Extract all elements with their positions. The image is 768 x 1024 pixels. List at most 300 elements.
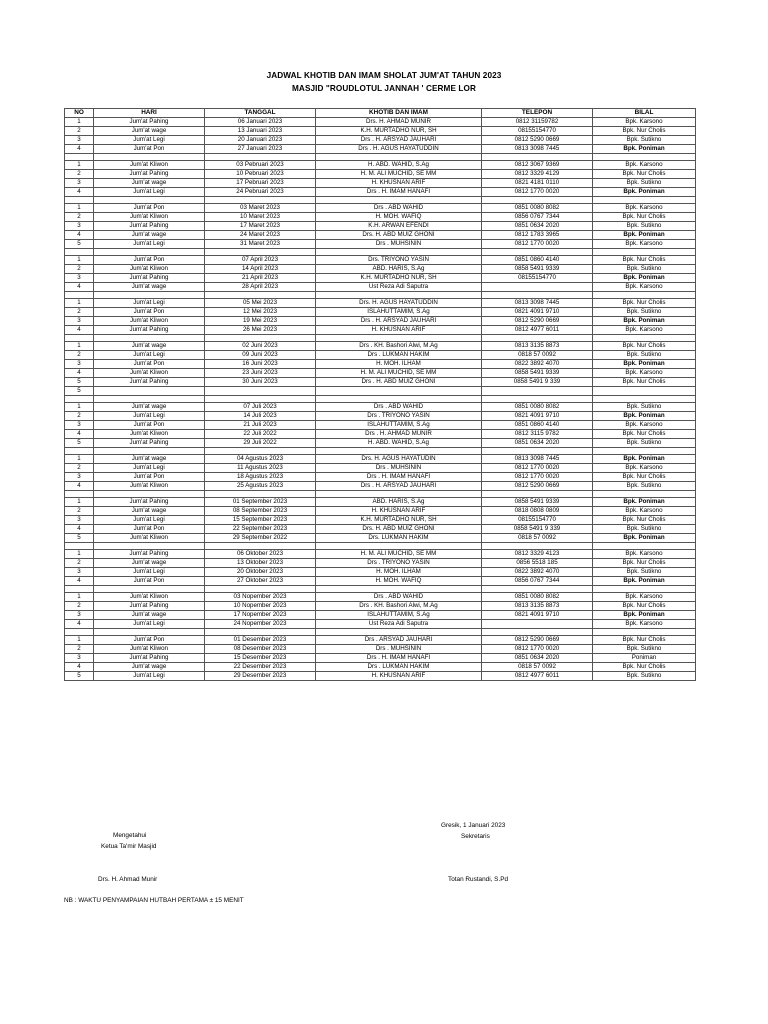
cell-no: 4 [65, 482, 94, 491]
separator-cell [482, 335, 593, 342]
cell-khotib: H. MOH. ILHAM [316, 360, 482, 369]
cell-bilal: Bpk. Poniman [593, 145, 696, 154]
table-row [65, 204, 696, 213]
cell-no: 3 [65, 360, 94, 369]
cell-telepon: 0812 1770 0020 [482, 473, 593, 482]
cell-tanggal: 23 Juni 2023 [205, 369, 316, 378]
cell-khotib: Drs . H. IMAM HANAFI [316, 473, 482, 482]
separator-cell [316, 292, 482, 299]
cell-khotib: ISLAHUTTAMIM, S.Ag [316, 611, 482, 620]
table-row [65, 256, 696, 265]
cell-khotib: H. MOH. WAFIQ [316, 213, 482, 222]
separator-cell [482, 491, 593, 498]
table-row [65, 602, 696, 611]
cell-bilal: Bpk. Sutikno [593, 568, 696, 577]
separator-cell [316, 197, 482, 204]
cell-bilal: Bpk. Poniman [593, 274, 696, 283]
table-row [65, 283, 696, 292]
cell-no: 2 [65, 351, 94, 360]
cell-khotib: K.H. MURTADHO NUR, SH [316, 127, 482, 136]
cell-khotib [316, 387, 482, 396]
cell-hari: Jum'at wage [94, 611, 205, 620]
table-row [65, 299, 696, 308]
table-row [65, 525, 696, 534]
separator-cell [65, 154, 94, 161]
separator-cell [205, 292, 316, 299]
cell-tanggal: 13 Januari 2023 [205, 127, 316, 136]
separator-cell [316, 586, 482, 593]
cell-hari: Jum'at Pon [94, 421, 205, 430]
cell-hari: Jum'at Pahing [94, 222, 205, 231]
cell-no: 1 [65, 636, 94, 645]
cell-no: 3 [65, 654, 94, 663]
cell-khotib: H. M. ALI MUCHID, SE MM [316, 170, 482, 179]
separator-cell [593, 586, 696, 593]
cell-hari: Jum'at Kliwon [94, 593, 205, 602]
cell-tanggal: 29 Desember 2023 [205, 672, 316, 681]
column-header-hari: HARI [94, 109, 205, 118]
cell-bilal: Bpk. Nur Cholis [593, 378, 696, 387]
separator-cell [482, 629, 593, 636]
cell-telepon: 0818 0808 0809 [482, 507, 593, 516]
table-row [65, 412, 696, 421]
separator-cell [593, 335, 696, 342]
cell-telepon: 0813 3135 8873 [482, 342, 593, 351]
separator-cell [482, 292, 593, 299]
table-row [65, 654, 696, 663]
cell-no: 4 [65, 188, 94, 197]
table-row [65, 326, 696, 335]
cell-tanggal: 09 Juni 2023 [205, 351, 316, 360]
table-row [65, 308, 696, 317]
table-row [65, 317, 696, 326]
cell-telepon [482, 620, 593, 629]
separator-cell [316, 154, 482, 161]
cell-no: 3 [65, 317, 94, 326]
cell-bilal: Bpk. Sutikno [593, 645, 696, 654]
cell-tanggal: 10 Nopember 2023 [205, 602, 316, 611]
cell-bilal: Bpk. Karsono [593, 283, 696, 292]
separator-cell [65, 586, 94, 593]
cell-khotib: Drs . ABD WAHID [316, 204, 482, 213]
cell-hari [94, 387, 205, 396]
table-row [65, 188, 696, 197]
cell-bilal: Bpk. Poniman [593, 577, 696, 586]
cell-tanggal: 24 Pebruari 2023 [205, 188, 316, 197]
cell-khotib: Drs . H. ARSYAD JAUHARI [316, 482, 482, 491]
cell-no: 2 [65, 507, 94, 516]
cell-bilal: Bpk. Nur Cholis [593, 559, 696, 568]
cell-no: 4 [65, 326, 94, 335]
cell-tanggal: 16 Juni 2023 [205, 360, 316, 369]
cell-hari: Jum'at Pon [94, 473, 205, 482]
group-separator [65, 154, 696, 161]
cell-telepon: 0812 5290 0669 [482, 482, 593, 491]
group-separator [65, 491, 696, 498]
cell-tanggal: 08 September 2023 [205, 507, 316, 516]
cell-hari: Jum'at Pahing [94, 439, 205, 448]
cell-telepon: 0812 1783 3965 [482, 231, 593, 240]
cell-hari: Jum'at Kliwon [94, 369, 205, 378]
table-row [65, 507, 696, 516]
column-header-telepon: TELEPON [482, 109, 593, 118]
cell-tanggal: 28 April 2023 [205, 283, 316, 292]
separator-cell [593, 448, 696, 455]
cell-khotib: H. ABD. WAHID, S.Ag [316, 439, 482, 448]
cell-no: 3 [65, 421, 94, 430]
cell-tanggal: 03 Maret 2023 [205, 204, 316, 213]
separator-cell [316, 543, 482, 550]
cell-hari: Jum'at Pahing [94, 326, 205, 335]
separator-cell [482, 543, 593, 550]
cell-hari: Jum'at Legi [94, 516, 205, 525]
cell-no: 3 [65, 516, 94, 525]
cell-khotib: Drs . LUKMAN HAKIM [316, 663, 482, 672]
cell-telepon: 0851 0860 4140 [482, 421, 593, 430]
cell-khotib: Drs. H. AGUS HAYATUDIN [316, 455, 482, 464]
cell-khotib: H. MOH. WAFIQ [316, 577, 482, 586]
separator-cell [205, 249, 316, 256]
cell-telepon: 0821 4091 9710 [482, 308, 593, 317]
table-row [65, 577, 696, 586]
cell-hari: Jum'at Pahing [94, 654, 205, 663]
cell-telepon: 0812 5290 0669 [482, 317, 593, 326]
cell-no: 2 [65, 412, 94, 421]
cell-hari: Jum'at Kliwon [94, 213, 205, 222]
table-row [65, 516, 696, 525]
cell-no: 2 [65, 127, 94, 136]
cell-hari: Jum'at wage [94, 127, 205, 136]
cell-no: 3 [65, 136, 94, 145]
cell-no: 4 [65, 231, 94, 240]
cell-hari: Jum'at wage [94, 403, 205, 412]
table-row [65, 550, 696, 559]
cell-khotib: Drs . TRIYONO YASIN [316, 412, 482, 421]
cell-no: 1 [65, 403, 94, 412]
group-separator [65, 448, 696, 455]
table-row [65, 240, 696, 249]
cell-hari: Jum'at Pon [94, 308, 205, 317]
cell-no: 1 [65, 204, 94, 213]
separator-cell [94, 448, 205, 455]
cell-no: 5 [65, 672, 94, 681]
cell-tanggal: 19 Mei 2023 [205, 317, 316, 326]
cell-no: 3 [65, 473, 94, 482]
cell-telepon: 0812 1770 0020 [482, 240, 593, 249]
table-row [65, 568, 696, 577]
cell-bilal: Bpk. Sutikno [593, 179, 696, 188]
cell-telepon: 0818 57 0092 [482, 351, 593, 360]
cell-khotib: Drs . ABD WAHID [316, 403, 482, 412]
cell-tanggal: 26 Mei 2023 [205, 326, 316, 335]
cell-tanggal [205, 387, 316, 396]
separator-cell [316, 491, 482, 498]
cell-telepon: 0858 5491 9339 [482, 265, 593, 274]
cell-bilal: Bpk. Sutikno [593, 222, 696, 231]
cell-telepon: 0821 4091 9710 [482, 611, 593, 620]
cell-tanggal: 25 Agustus 2023 [205, 482, 316, 491]
table-row [65, 498, 696, 507]
cell-telepon: 0821 4091 9710 [482, 412, 593, 421]
cell-hari: Jum'at Pahing [94, 550, 205, 559]
cell-telepon: 0851 0860 4140 [482, 256, 593, 265]
separator-cell [94, 335, 205, 342]
separator-cell [205, 629, 316, 636]
cell-tanggal: 01 Desember 2023 [205, 636, 316, 645]
cell-bilal: Bpk. Poniman [593, 317, 696, 326]
cell-telepon: 0812 3067 9369 [482, 161, 593, 170]
table-row [65, 403, 696, 412]
cell-no: 4 [65, 663, 94, 672]
cell-no: 4 [65, 525, 94, 534]
separator-cell [593, 543, 696, 550]
table-row [65, 430, 696, 439]
separator-cell [482, 197, 593, 204]
cell-telepon: 0812 3329 4123 [482, 550, 593, 559]
cell-tanggal: 06 Januari 2023 [205, 118, 316, 127]
cell-tanggal: 27 Januari 2023 [205, 145, 316, 154]
cell-no: 3 [65, 611, 94, 620]
cell-tanggal: 20 Oktober 2023 [205, 568, 316, 577]
separator-cell [316, 448, 482, 455]
cell-telepon: 0856 0767 7344 [482, 213, 593, 222]
cell-khotib: Drs . MUHSININ [316, 645, 482, 654]
cell-telepon: 0813 3098 7445 [482, 455, 593, 464]
separator-cell [482, 448, 593, 455]
acknowledge-label: Mengetahui [113, 832, 147, 839]
table-row [65, 369, 696, 378]
cell-khotib: ABD. HARIS, S.Ag [316, 265, 482, 274]
separator-cell [205, 491, 316, 498]
cell-telepon: 0813 3098 7445 [482, 299, 593, 308]
cell-bilal: Bpk. Poniman [593, 611, 696, 620]
cell-no: 2 [65, 308, 94, 317]
cell-hari: Jum'at wage [94, 507, 205, 516]
cell-khotib: Ust Reza Adi Saputra [316, 620, 482, 629]
table-header-row [65, 109, 696, 118]
cell-telepon: 0858 5491 9339 [482, 369, 593, 378]
cell-no: 1 [65, 455, 94, 464]
cell-khotib: Drs. H. AGUS HAYATUDDIN [316, 299, 482, 308]
separator-cell [94, 396, 205, 403]
cell-tanggal: 22 Desember 2023 [205, 663, 316, 672]
cell-tanggal: 02 Juni 2023 [205, 342, 316, 351]
cell-bilal: Bpk. Sutikno [593, 482, 696, 491]
cell-no: 3 [65, 274, 94, 283]
cell-no: 4 [65, 620, 94, 629]
separator-cell [94, 292, 205, 299]
cell-no: 2 [65, 559, 94, 568]
cell-telepon: 0856 5518 185 [482, 559, 593, 568]
cell-hari: Jum'at Pon [94, 204, 205, 213]
cell-hari: Jum'at wage [94, 283, 205, 292]
separator-cell [593, 249, 696, 256]
cell-khotib: ABD. HARIS, S.Ag [316, 498, 482, 507]
cell-no: 1 [65, 299, 94, 308]
cell-bilal: Bpk. Karsono [593, 550, 696, 559]
cell-telepon: 0851 0634 2020 [482, 654, 593, 663]
table-row [65, 534, 696, 543]
cell-hari: Jum'at Kliwon [94, 482, 205, 491]
cell-no: 4 [65, 369, 94, 378]
cell-khotib: Drs. H. ABD MUIZ GHONI [316, 525, 482, 534]
cell-bilal: Bpk. Sutikno [593, 351, 696, 360]
cell-no: 4 [65, 145, 94, 154]
cell-telepon: 0851 0634 2020 [482, 439, 593, 448]
cell-no: 4 [65, 577, 94, 586]
cell-hari: Jum'at wage [94, 663, 205, 672]
separator-cell [94, 491, 205, 498]
cell-telepon: 0851 0080 8082 [482, 593, 593, 602]
chairman-label: Ketua Ta'mir Masjid [101, 843, 157, 850]
cell-no: 2 [65, 602, 94, 611]
cell-tanggal: 01 September 2023 [205, 498, 316, 507]
cell-hari: Jum'at Pon [94, 145, 205, 154]
table-row [65, 455, 696, 464]
cell-bilal: Bpk. Sutikno [593, 136, 696, 145]
separator-cell [65, 335, 94, 342]
table-row [65, 222, 696, 231]
cell-telepon: 0812 3115 9782 [482, 430, 593, 439]
separator-cell [205, 543, 316, 550]
cell-telepon: 0818 57 0092 [482, 663, 593, 672]
separator-cell [94, 197, 205, 204]
separator-cell [593, 154, 696, 161]
cell-no: 1 [65, 256, 94, 265]
cell-bilal: Bpk. Sutikno [593, 265, 696, 274]
cell-telepon: 0813 3135 8873 [482, 602, 593, 611]
cell-bilal: Bpk. Poniman [593, 231, 696, 240]
table-row [65, 620, 696, 629]
separator-cell [482, 586, 593, 593]
cell-telepon: 0821 4181 0110 [482, 179, 593, 188]
table-row [65, 482, 696, 491]
cell-hari: Jum'at Kliwon [94, 161, 205, 170]
chairman-name: Drs. H. Ahmad Munir [98, 876, 158, 883]
cell-no: 2 [65, 464, 94, 473]
cell-bilal: Bpk. Sutikno [593, 525, 696, 534]
cell-hari: Jum'at Legi [94, 351, 205, 360]
cell-khotib: Drs. TRIYONO YASIN [316, 256, 482, 265]
cell-khotib: Drs . TRIYONO YASIN [316, 559, 482, 568]
cell-bilal: Bpk. Nur Cholis [593, 430, 696, 439]
table-row [65, 464, 696, 473]
cell-khotib: Drs . H. ABD MUIZ GHONI [316, 378, 482, 387]
cell-tanggal: 13 Oktober 2023 [205, 559, 316, 568]
group-separator [65, 543, 696, 550]
table-row [65, 593, 696, 602]
cell-tanggal: 14 Juli 2023 [205, 412, 316, 421]
document-title: JADWAL KHOTIB DAN IMAM SHOLAT JUM'AT TAHUN 2023 [266, 71, 502, 80]
cell-bilal: Bpk. Nur Cholis [593, 170, 696, 179]
separator-cell [65, 396, 94, 403]
table-row [65, 663, 696, 672]
cell-no: 5 [65, 534, 94, 543]
separator-cell [205, 448, 316, 455]
separator-cell [65, 197, 94, 204]
cell-khotib: Ust Reza Adi Saputra [316, 283, 482, 292]
cell-hari: Jum'at Pon [94, 525, 205, 534]
separator-cell [65, 629, 94, 636]
cell-hari: Jum'at Pon [94, 360, 205, 369]
cell-no: 5 [65, 439, 94, 448]
cell-tanggal: 22 Juli 2022 [205, 430, 316, 439]
cell-bilal: Bpk. Poniman [593, 455, 696, 464]
cell-bilal: Bpk. Karsono [593, 118, 696, 127]
cell-no: 1 [65, 550, 94, 559]
cell-hari: Jum'at Kliwon [94, 317, 205, 326]
table-row [65, 636, 696, 645]
cell-hari: Jum'at Pahing [94, 378, 205, 387]
column-header-tanggal: TANGGAL [205, 109, 316, 118]
cell-tanggal: 08 Desember 2023 [205, 645, 316, 654]
cell-telepon: 0812 5290 0669 [482, 136, 593, 145]
cell-tanggal: 29 September 2022 [205, 534, 316, 543]
separator-cell [316, 249, 482, 256]
cell-tanggal: 03 Nopember 2023 [205, 593, 316, 602]
cell-tanggal: 04 Agustus 2023 [205, 455, 316, 464]
cell-hari: Jum'at Pon [94, 636, 205, 645]
cell-telepon: 0813 3098 7445 [482, 145, 593, 154]
cell-khotib: Drs . H. AHMAD MUNIR [316, 430, 482, 439]
cell-no: 1 [65, 161, 94, 170]
table-row [65, 672, 696, 681]
separator-cell [593, 197, 696, 204]
cell-bilal: Bpk. Karsono [593, 326, 696, 335]
cell-khotib: H. KHUSNAN ARIF [316, 179, 482, 188]
separator-cell [316, 396, 482, 403]
cell-khotib: Drs . H. IMAM HANAFI [316, 654, 482, 663]
cell-bilal: Bpk. Poniman [593, 412, 696, 421]
cell-bilal: Bpk. Nur Cholis [593, 299, 696, 308]
cell-tanggal: 29 Juli 2022 [205, 439, 316, 448]
cell-bilal: Bpk. Nur Cholis [593, 602, 696, 611]
cell-hari: Jum'at Pahing [94, 170, 205, 179]
cell-bilal: Bpk. Karsono [593, 421, 696, 430]
separator-cell [94, 586, 205, 593]
cell-telepon: 0812 1770 0020 [482, 645, 593, 654]
footnote: NB : WAKTU PENYAMPAIAN HUTBAH PERTAMA ± 15 MENIT [64, 897, 244, 904]
place-date: Gresik, 1 Januari 2023 [441, 822, 506, 829]
cell-telepon: 0858 5491 9 339 [482, 525, 593, 534]
column-header-bilal: BILAL [593, 109, 696, 118]
cell-no: 1 [65, 593, 94, 602]
cell-bilal: Bpk. Karsono [593, 204, 696, 213]
cell-bilal [593, 387, 696, 396]
separator-cell [593, 629, 696, 636]
table-row [65, 274, 696, 283]
separator-cell [482, 154, 593, 161]
cell-bilal: Bpk. Nur Cholis [593, 516, 696, 525]
group-separator [65, 292, 696, 299]
cell-hari: Jum'at Pahing [94, 274, 205, 283]
separator-cell [94, 543, 205, 550]
separator-cell [65, 448, 94, 455]
table-row [65, 611, 696, 620]
cell-tanggal: 12 Mei 2023 [205, 308, 316, 317]
cell-hari: Jum'at Legi [94, 464, 205, 473]
separator-cell [593, 396, 696, 403]
separator-cell [205, 197, 316, 204]
cell-khotib: Drs . H. IMAM HANAFI [316, 188, 482, 197]
table-row [65, 421, 696, 430]
separator-cell [94, 154, 205, 161]
table-row [65, 439, 696, 448]
cell-hari: Jum'at Legi [94, 620, 205, 629]
cell-hari: Jum'at wage [94, 455, 205, 464]
cell-bilal: Bpk. Karsono [593, 369, 696, 378]
cell-no: 1 [65, 118, 94, 127]
